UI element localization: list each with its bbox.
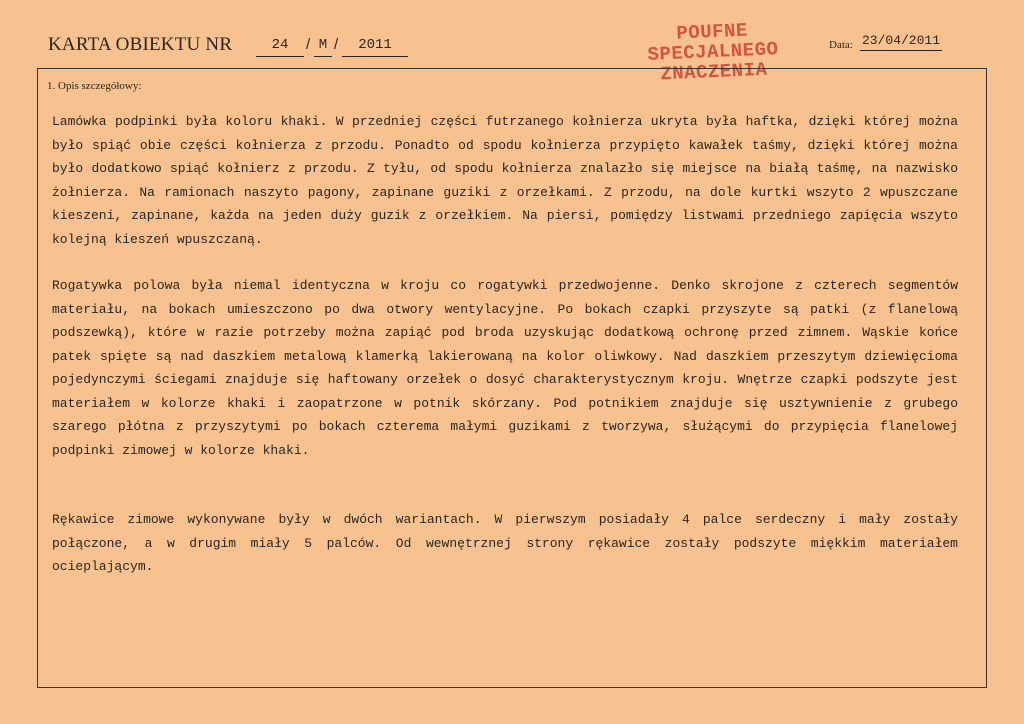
section-label: 1. Opis szczegółowy: [47,80,142,92]
object-number-part2: M [314,34,332,57]
stamp-line: ZNACZENIA [659,58,768,86]
number-separator: / [334,36,339,53]
number-separator: / [306,36,311,53]
stamp-line: POUFNE [675,19,749,45]
card-title: KARTA OBIEKTU NR [48,34,233,55]
date-value: 23/04/2011 [860,32,942,51]
description-paragraph: Lamówka podpinki była koloru khaki. W przedniej części futrzanego kołnierza ukryta była haftka, dzięki której można było spiąć obie części kołnierza z przodu. Ponadto od spodu kołnierza przypięto kawałek taśmy, dzięki której można było dodatkowo spiąć kołnierz z przodu. Z tyłu, od spodu kołnierza znalazło się miejsce na białą taśmę, na nazwisko żołnierza. Na ramionach naszyto pagony, zapinane guziki z orzełkami. Z przodu, na dole kurtki wszyto 2 wpuszczane kieszeni, zapinane, każda na jeden duży guzik z orzełkiem. Na piersi, pomiędzy listwami przedniego zapięcia wszyto kolejną kieszeń wpuszczaną. [52,114,958,247]
object-number-part3: 2011 [342,34,408,57]
description-body [52,110,958,579]
date-label: Data: [829,39,853,51]
stamp-line: SPECJALNEGO [647,38,779,66]
object-number-part1: 24 [256,34,304,57]
description-paragraph: Rogatywka polowa była niemal identyczna w kroju co rogatywki przedwojenne. Denko skrojone z czterech segmentów materiału, na bokach umieszczono po dwa otwory wentylacyjne. Po bokach czapki przyszyte są patki (z flanelową podszewką), które w razie potrzeby można zapiąć pod broda uzyskując dodatkową ochronę przed zimnem. Wąskie końce patek spięte są nad daszkiem metalową klamerką lakierowaną na kolor oliwkowy. Nad daszkiem przeszytym dziewięcioma pojedynczymi ściegami znajduje się haftowany orzełek o dosyć charakterystycznym kroju. Wnętrze czapki podszyte jest materiałem w kolorze khaki i zaopatrzone w potnik skórzany. Pod potnikiem znajduje się usztywnienie z grubego szarego płótna z przyszytymi po bokach czterema małymi guzikami z tworzywa, służącymi do przypięcia flanelowej podpinki zimowej w kolorze khaki. [52,278,958,458]
description-paragraph: Rękawice zimowe wykonywane były w dwóch wariantach. W pierwszym posiadały 4 palce serdeczny i mały zostały połączone, a w drugim miały 5 palców. Od wewnętrznej strony rękawice zostały podszyte miękkim materiałem ocieplającym. [52,512,958,574]
